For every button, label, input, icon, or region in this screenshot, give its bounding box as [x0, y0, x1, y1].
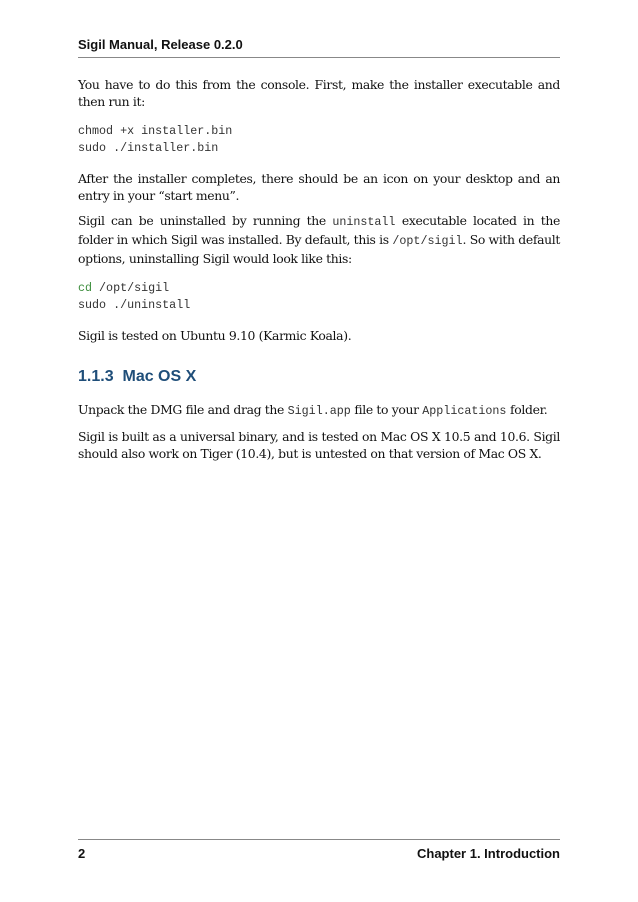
page-content [78, 76, 560, 470]
code-line: sudo ./installer.bin [78, 141, 219, 155]
header-title: Sigil Manual, Release 0.2.0 [78, 37, 243, 52]
chapter-label: Chapter 1. Introduction [417, 846, 560, 861]
inline-code: uninstall [332, 215, 396, 229]
page-footer [78, 839, 560, 861]
paragraph-installer-completes: After the installer completes, there should be an icon on your desktop and an entry in your “start menu”. [78, 171, 560, 203]
code-keyword: cd [78, 281, 93, 295]
code-line: chmod +x installer.bin [78, 124, 233, 138]
code-block-install [78, 123, 560, 157]
section-heading [78, 368, 560, 386]
inline-code: /opt/sigil [392, 234, 463, 248]
inline-code: Applications [422, 404, 507, 418]
running-header [78, 37, 560, 58]
section-number: 1.1.3 [78, 368, 114, 385]
page-number: 2 [78, 846, 86, 861]
code-line: /opt/sigil [92, 281, 170, 295]
code-line: sudo ./uninstall [78, 298, 191, 312]
section-title: Mac OS X [122, 368, 197, 385]
code-block-uninstall [78, 280, 560, 314]
paragraph-unpack-dmg: Unpack the DMG file and drag the Sigil.app file to your Applications folder. [78, 402, 548, 418]
paragraph-ubuntu: Sigil is tested on Ubuntu 9.10 (Karmic Koala). [78, 328, 352, 343]
paragraph-uninstall: Sigil can be uninstalled by running the uninstall executable located in the folder in which Sigil was installed. By default, this is /opt/sigil. So with default options, uninstalling Sigil would look like this: [78, 213, 560, 266]
paragraph-universal-binary: Sigil is built as a universal binary, and is tested on Mac OS X 10.5 and 10.6. Sigil should also work on Tiger (10.4), but is untested on that version of Mac OS X. [78, 429, 560, 461]
inline-code: Sigil.app [287, 404, 351, 418]
paragraph-console: You have to do this from the console. First, make the installer executable and then run it: [78, 77, 560, 109]
